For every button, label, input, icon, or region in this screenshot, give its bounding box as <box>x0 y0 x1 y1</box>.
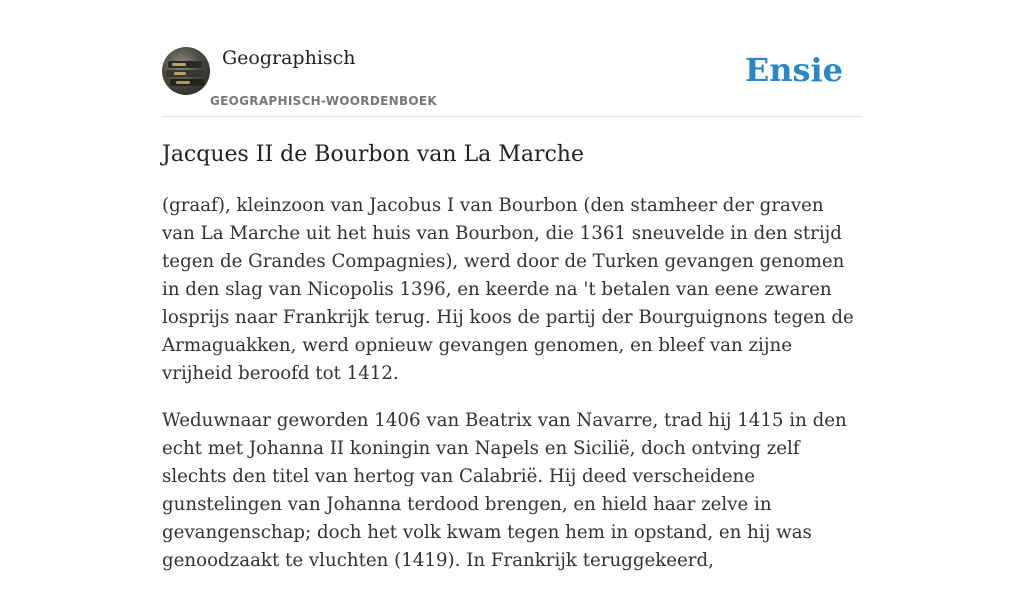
site-header <box>162 0 862 117</box>
article-paragraph-1: (graaf), kleinzoon van Jacobus I van Bourbon (den stamheer der graven van La Marche uit het huis van Bourbon, die 1361 sneuvelde in den strijd tegen de Grandes Compagnies), werd door de Turken gevangen genomen in den slag van Nicopolis 1396, en keerde na 't betalen van eene zwaren losprijs naar Frankrijk terug. Hij koos de partij der Bourguignons tegen de Armaguakken, werd opnieuw gevangen genomen, en bleef van zijne vrijheid beroofd tot 1412. <box>162 195 854 384</box>
site-slug-link[interactable]: GEOGRAPHISCH-WOORDENBOEK <box>210 94 437 108</box>
brand-logo[interactable]: Ensie <box>744 51 843 89</box>
page-container <box>162 0 862 571</box>
site-name-link[interactable]: Geographisch <box>222 47 356 69</box>
article-paragraph-2: Weduwnaar geworden 1406 van Beatrix van Navarre, trad hij 1415 in den echt met Johanna II koningin van Napels en Sicilië, doch ontving zelf slechts den titel van hertog van Calabrië. Hij deed verscheidene gunstelingen van Johanna terdood brengen, en hield haar zelve in gevangenschap; doch het volk kwam tegen hem in opstand, en hij was genoodzaakt te vluchten (1419). In Frankrijk teruggekeerd, <box>162 410 847 571</box>
article-body <box>162 192 862 594</box>
book-stack-icon[interactable] <box>162 47 210 95</box>
page-title: Jacques II de Bourbon van La Marche <box>162 142 584 167</box>
